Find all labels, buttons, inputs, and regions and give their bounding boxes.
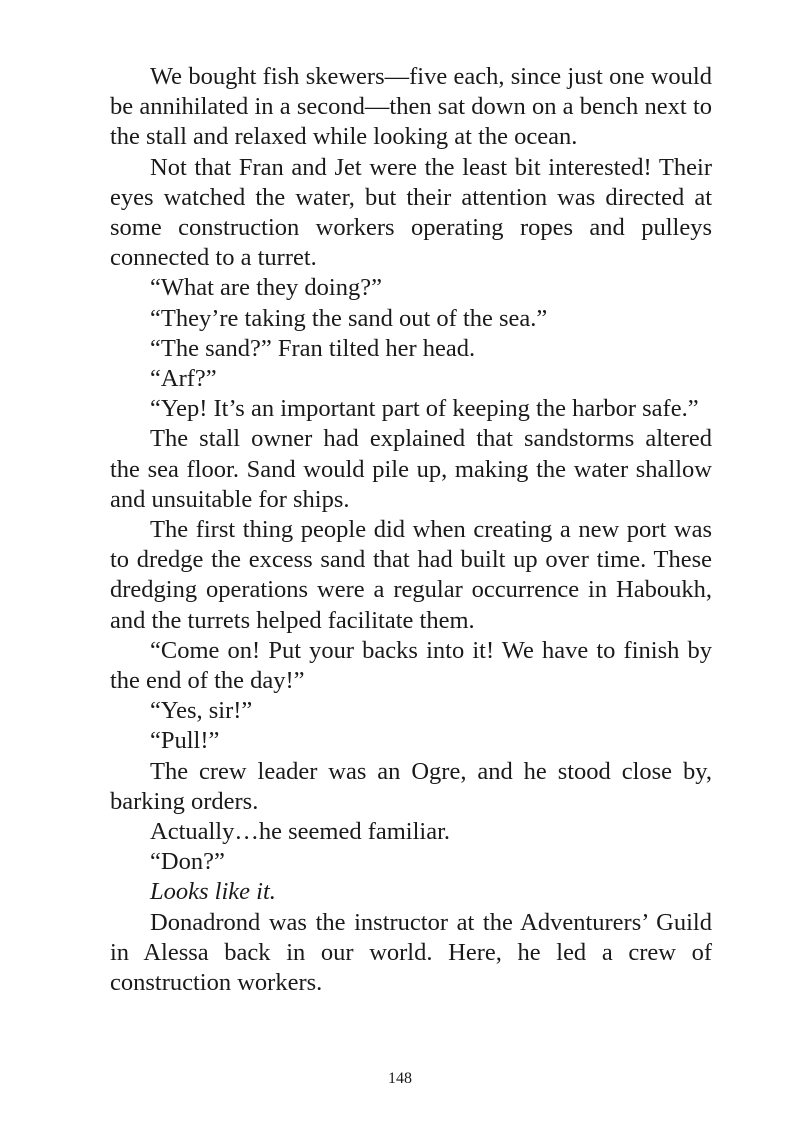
paragraph: The stall owner had explained that sandstorms altered the sea floor. Sand would pile up, making the water shallow and unsuitable for ships. [110,425,712,513]
paragraph: “What are they doing?” [150,274,382,302]
paragraph: “Don?” [150,848,225,876]
paragraph: “Yep! It’s an important part of keeping the harbor safe.” [150,395,699,423]
page-body [110,62,712,998]
paragraph: Not that Fran and Jet were the least bit interested! Their eyes watched the water, but their attention was directed at some construction workers operating ropes and pulleys connected to a turret. [110,153,712,272]
paragraph: “Pull!” [150,727,220,755]
paragraph: Donadrond was the instructor at the Adventurers’ Guild in Alessa back in our world. Here, he led a crew of construction workers. [110,908,712,997]
paragraph: The first thing people did when creating a new port was to dredge the excess sand that had built up over time. These dredging operations were a regular occurrence in Haboukh, and the turrets helped facilitate them. [110,516,712,634]
paragraph: Actually…he seemed familiar. [150,818,451,846]
paragraph: “Arf?” [150,365,217,393]
paragraph: We bought fish skewers—five each, since just one would be annihilated in a second—then sat down on a bench next to the stall and relaxed while looking at the ocean. [110,63,712,151]
italic-thought-paragraph: Looks like it. [150,878,276,906]
paragraph: “Yes, sir!” [150,697,253,725]
page-number: 148 [388,1070,412,1087]
paragraph: The crew leader was an Ogre, and he stood close by, barking orders. [110,757,712,815]
paragraph: “They’re taking the sand out of the sea.” [150,304,548,332]
paragraph: “The sand?” Fran tilted her head. [150,334,476,362]
paragraph: “Come on! Put your backs into it! We have to finish by the end of the day!” [110,636,712,695]
